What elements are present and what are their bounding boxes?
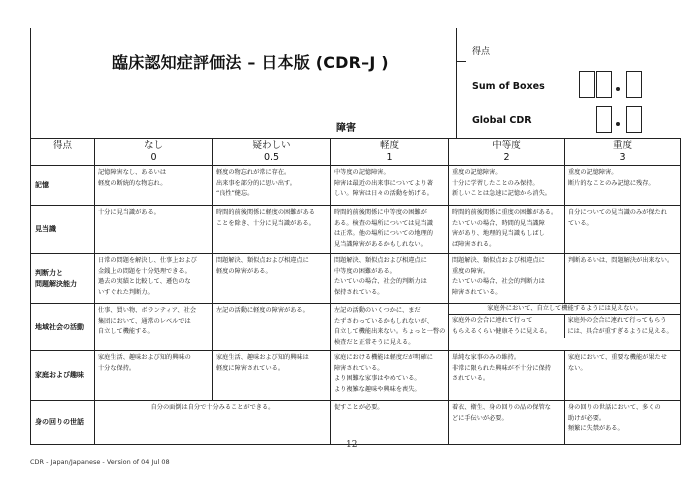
cdr-rating-table — [30, 138, 681, 445]
cell-home-questionable: 家庭生活、趣味および知的興味は 軽度に障害されている。 — [213, 351, 331, 401]
column-header-none: なし 0 — [95, 139, 213, 166]
cell-home-moderate: 単純な家事のみの維持。 非常に限られた興味が不十分に保持 されている。 — [449, 351, 565, 401]
cell-memory-mild: 中等度の記憶障害。 障害は最近の出来事についてより著 しい。障害は日々の活動を妨げる。 — [331, 166, 449, 206]
table-row-personal-care — [31, 401, 681, 445]
cell-community-moderate: 家庭外の会合に連れて行って もらえるくらい健康そうに見える。 — [449, 315, 565, 338]
row-label-memory: 記憶 — [31, 166, 95, 206]
cell-community-severe: 家庭外の会合に連れて行ってもらう には、具合が重すぎるように見える。 — [567, 317, 673, 335]
column-header-questionable: 疑わしい 0.5 — [213, 139, 331, 166]
cell-community-none: 仕事、買い物、ボランティア、社会 集団において、通常のレベルでは 自立して機能する。 — [95, 304, 213, 351]
table-header-row — [31, 139, 681, 166]
community-merged-note: 家庭外において、自立して機能するようには見えない。 — [449, 304, 680, 315]
cell-memory-severe: 重度の記憶障害。 断片的なことのみ記憶に残存。 — [565, 166, 681, 206]
sum-of-boxes-decimal-digit[interactable] — [626, 71, 642, 98]
sum-of-boxes-decimal-point — [616, 87, 620, 91]
global-cdr-digit[interactable] — [596, 106, 612, 133]
table-row-home-hobbies — [31, 351, 681, 401]
score-panel-rule — [456, 28, 457, 138]
global-cdr-decimal-digit[interactable] — [626, 106, 642, 133]
sum-of-boxes-digit-1[interactable] — [579, 71, 595, 98]
table-row-orientation — [31, 206, 681, 254]
column-header-mild: 軽度 1 — [331, 139, 449, 166]
impairment-label: 障害 — [336, 123, 356, 134]
cell-community-questionable: 左記の活動に軽度の障害がある。 — [213, 304, 331, 351]
table-row-community — [31, 304, 681, 351]
global-cdr-decimal-point — [616, 122, 620, 126]
cell-orientation-moderate: 時間的前後関係に重度の困難がある。 たいていの場合、時間的見当識障 害があり、地理的見当識もしばし ば障害される。 — [449, 206, 565, 254]
row-label-orientation: 見当識 — [31, 206, 95, 254]
score-panel-divider — [456, 61, 466, 62]
cell-orientation-severe: 自分についての見当識のみが保たれ ている。 — [565, 206, 681, 254]
sum-of-boxes-digit-2[interactable] — [596, 71, 612, 98]
cell-judgment-questionable: 問題解決、類似点および相違点に 軽度の障害がある。 — [213, 254, 331, 304]
cell-personal-care-moderate: 着衣、衛生、身の回りの品の保管な どに手伝いが必要。 — [449, 401, 565, 445]
cell-judgment-moderate: 問題解決、類似点および相違点に 重度の障害。 たいていの場合、社会的判断力は 障害されている。 — [449, 254, 565, 304]
row-label-home-hobbies: 家庭および趣味 — [31, 351, 95, 401]
header-left-rule — [30, 28, 31, 138]
cell-home-none: 家庭生活、趣味および知的興味の 十分な保持。 — [95, 351, 213, 401]
row-label-community: 地域社会の活動 — [31, 304, 95, 351]
score-label: 得点 — [472, 47, 491, 57]
cell-community-moderate-severe — [449, 304, 681, 351]
cell-orientation-questionable: 時間的前後関係に軽度の困難がある ことを除き、十分に見当識がある。 — [213, 206, 331, 254]
row-label-personal-care: 身の回りの世話 — [31, 401, 95, 445]
cell-personal-care-severe: 身の回りの世話において、多くの 助けが必要。 頻繁に失禁がある。 — [565, 401, 681, 445]
cell-orientation-none: 十分に見当識がある。 — [95, 206, 213, 254]
page-number: 12 — [346, 440, 358, 450]
cell-judgment-mild: 問題解決、類似点および相違点に 中等度の困難がある。 たいていの場合、社会的判断力は 保持されている。 — [331, 254, 449, 304]
cell-memory-questionable: 軽度の物忘れが常に存在。 出来事を部分的に思い出す。 “良性”健忘。 — [213, 166, 331, 206]
cell-personal-care-mild: 促すことが必要。 — [331, 401, 449, 445]
cell-personal-care-none-questionable: 自分の面倒は自分で十分みることができる。 — [95, 401, 331, 445]
cell-memory-none: 記憶障害なし、あるいは 軽度の断続的な物忘れ。 — [95, 166, 213, 206]
table-row-memory — [31, 166, 681, 206]
cell-orientation-mild: 時間的前後関係に中等度の困難が ある。検査の場所については見当識 は正常。他の場所についての地理的 見当識障害があるかもしれない。 — [331, 206, 449, 254]
cell-judgment-none: 日常の問題を解決し、仕事上および 金銭上の問題を十分処理できる。 過去の実績と比較して、遜色のな いすぐれた判断力。 — [95, 254, 213, 304]
column-header-severe: 重度 3 — [565, 139, 681, 166]
column-header-score: 得点 — [31, 139, 95, 166]
cell-community-mild: 左記の活動のいくつかに、まだ たずさわっているかもしれないが、 自立して機能出来ない。ちょっと一瞥の 検査だと正常そうに見える。 — [331, 304, 449, 351]
cell-home-severe: 家庭において、重要な機能が果たせ ない。 — [565, 351, 681, 401]
global-cdr-label: Global CDR — [472, 115, 532, 126]
page-title: 臨床認知症評価法 – 日本版 (CDR–J ) — [112, 53, 389, 72]
footer-version: CDR - Japan/Japanese - Version of 04 Jul 08 — [30, 458, 170, 466]
table-row-judgment — [31, 254, 681, 304]
cell-judgment-severe: 判断あるいは、問題解決が出来ない。 — [565, 254, 681, 304]
row-label-judgment: 判断力と 問題解決能力 — [31, 254, 95, 304]
cell-memory-moderate: 重度の記憶障害。 十分に学習したことのみ保持。 新しいことは急速に記憶から消失。 — [449, 166, 565, 206]
sum-of-boxes-label: Sum of Boxes — [472, 81, 545, 92]
cell-home-mild: 家庭における機能は軽度だが明確に 障害されている。 より困難な家事はやめている。 より複雑な趣味や興味を喪失。 — [331, 351, 449, 401]
column-header-moderate: 中等度 2 — [449, 139, 565, 166]
